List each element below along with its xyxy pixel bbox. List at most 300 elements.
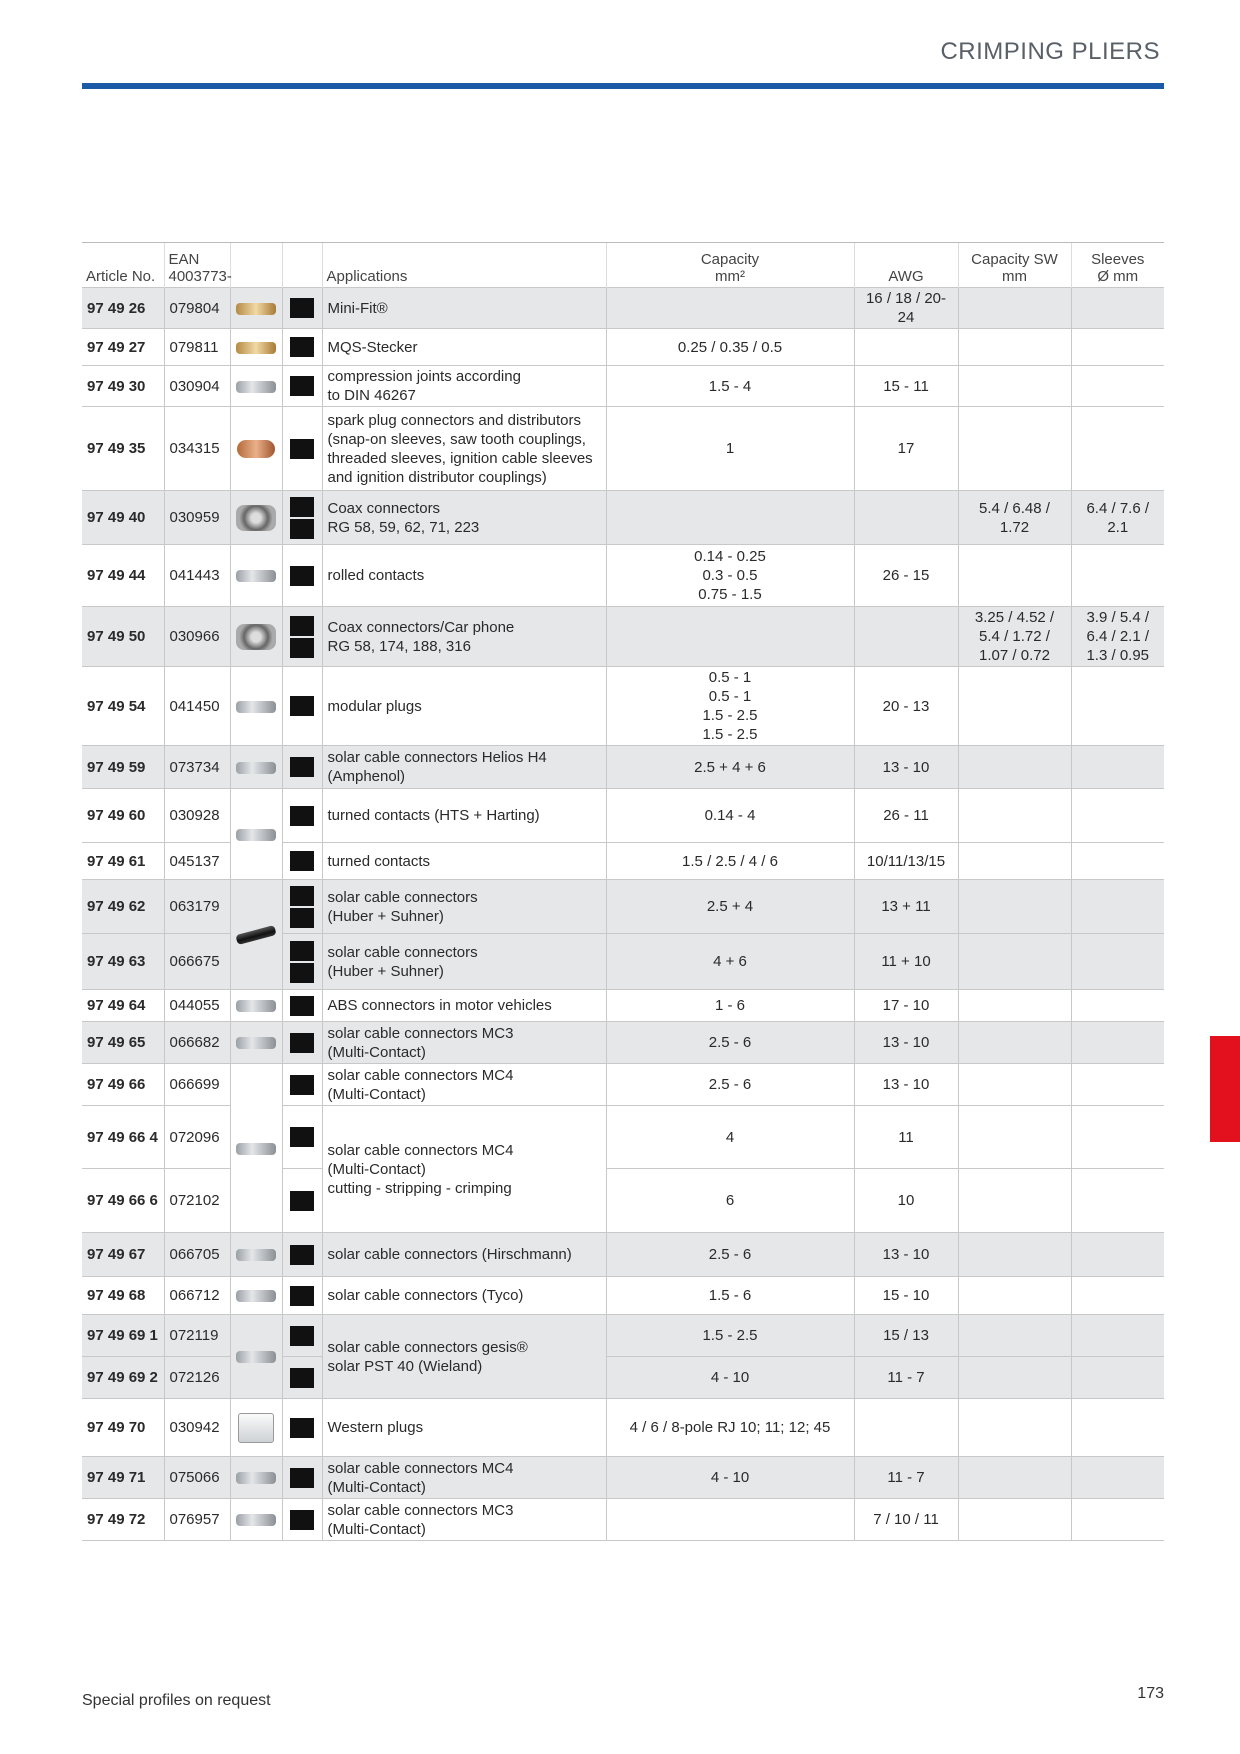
ean-code: 076957 (164, 1499, 230, 1541)
table-row (82, 288, 1164, 329)
article-no: 97 49 30 (82, 366, 164, 407)
table-row (82, 746, 1164, 789)
application-text: Coax connectors RG 58, 59, 62, 71, 223 (322, 491, 606, 545)
ean-code: 030942 (164, 1399, 230, 1457)
sleeves-diameter (1071, 329, 1164, 366)
capacity-sw (958, 1169, 1071, 1233)
crimp-profile-icon (290, 996, 314, 1016)
article-no: 97 49 61 (82, 843, 164, 880)
table-row (82, 1399, 1164, 1457)
product-image (230, 407, 282, 491)
crimp-profile-icon (290, 616, 314, 636)
sleeves-diameter (1071, 545, 1164, 607)
crimp-profile-icon (290, 1127, 314, 1147)
sleeves-diameter (1071, 1277, 1164, 1315)
page-number: 173 (1137, 1685, 1164, 1702)
capacity-mm2: 1 (606, 407, 854, 491)
crimp-profile (282, 366, 322, 407)
article-no: 97 49 44 (82, 545, 164, 607)
article-no: 97 49 60 (82, 789, 164, 843)
capacity-mm2 (606, 607, 854, 667)
crimp-profile (282, 934, 322, 990)
crimp-profile (282, 1399, 322, 1457)
application-text: solar cable connectors Helios H4 (Amphenol) (322, 746, 606, 789)
capacity-mm2: 6 (606, 1169, 854, 1233)
product-image (230, 1499, 282, 1541)
table-row (82, 1064, 1164, 1106)
col-ean: EAN 4003773- (164, 243, 230, 288)
ean-code: 072096 (164, 1106, 230, 1169)
crimp-profile (282, 880, 322, 934)
crimp-profile (282, 1499, 322, 1541)
product-image (230, 545, 282, 607)
capacity-sw (958, 1277, 1071, 1315)
ean-code: 041443 (164, 545, 230, 607)
capacity-sw (958, 1499, 1071, 1541)
product-image (230, 789, 282, 880)
awg-value: 15 - 11 (854, 366, 958, 407)
sleeves-diameter (1071, 1399, 1164, 1457)
crimp-profile-icon (290, 941, 314, 961)
table-row (82, 1457, 1164, 1499)
ean-code: 041450 (164, 667, 230, 746)
table-header (82, 243, 1164, 288)
ean-code: 030966 (164, 607, 230, 667)
crimp-profile-icon (290, 1326, 314, 1346)
crimp-profile-icon (290, 1468, 314, 1488)
crimp-profile-icon (290, 1075, 314, 1095)
application-text: rolled contacts (322, 545, 606, 607)
sleeves-diameter (1071, 1499, 1164, 1541)
crimp-profile-icon (290, 519, 314, 539)
awg-value: 17 (854, 407, 958, 491)
product-image (230, 746, 282, 789)
awg-value (854, 1399, 958, 1457)
crimp-profile-icon (290, 757, 314, 777)
header-rule (82, 83, 1164, 89)
product-image (230, 1064, 282, 1233)
product-table (82, 242, 1164, 1541)
crimp-profile-icon (290, 1245, 314, 1265)
article-no: 97 49 40 (82, 491, 164, 545)
table-row (82, 1233, 1164, 1277)
product-image (230, 1399, 282, 1457)
awg-value (854, 329, 958, 366)
article-no: 97 49 66 4 (82, 1106, 164, 1169)
capacity-sw (958, 407, 1071, 491)
application-text: solar cable connectors (Hirschmann) (322, 1233, 606, 1277)
footer-note: Special profiles on request (82, 1692, 271, 1709)
capacity-mm2: 4 - 10 (606, 1357, 854, 1399)
capacity-mm2: 2.5 - 6 (606, 1022, 854, 1064)
capacity-mm2: 1.5 - 4 (606, 366, 854, 407)
awg-value: 11 + 10 (854, 934, 958, 990)
article-no: 97 49 26 (82, 288, 164, 329)
col-article: Article No. (82, 243, 164, 288)
article-no: 97 49 27 (82, 329, 164, 366)
crimp-profile (282, 288, 322, 329)
application-text: MQS-Stecker (322, 329, 606, 366)
connector-picture (236, 303, 276, 315)
crimp-profile-icon (290, 696, 314, 716)
capacity-mm2 (606, 491, 854, 545)
connector-picture (236, 1037, 276, 1049)
crimp-profile (282, 1169, 322, 1233)
article-no: 97 49 65 (82, 1022, 164, 1064)
product-image (230, 491, 282, 545)
article-no: 97 49 63 (82, 934, 164, 990)
capacity-mm2: 2.5 + 4 + 6 (606, 746, 854, 789)
crimp-profile-icon (290, 376, 314, 396)
awg-value: 26 - 11 (854, 789, 958, 843)
application-text: solar cable connectors gesis® solar PST 40 (Wieland) (322, 1315, 606, 1399)
capacity-sw (958, 789, 1071, 843)
capacity-mm2: 2.5 + 4 (606, 880, 854, 934)
table-row (82, 1277, 1164, 1315)
product-image (230, 1457, 282, 1499)
article-no: 97 49 62 (82, 880, 164, 934)
crimp-profile (282, 1106, 322, 1169)
application-text: ABS connectors in motor vehicles (322, 990, 606, 1022)
ean-code: 072126 (164, 1357, 230, 1399)
crimp-profile-icon (290, 1191, 314, 1211)
product-image (230, 1022, 282, 1064)
capacity-sw (958, 843, 1071, 880)
awg-value: 13 - 10 (854, 1233, 958, 1277)
article-no: 97 49 69 1 (82, 1315, 164, 1357)
ean-code: 066699 (164, 1064, 230, 1106)
table-row (82, 329, 1164, 366)
sleeves-diameter: 6.4 / 7.6 / 2.1 (1071, 491, 1164, 545)
connector-picture (236, 1000, 276, 1012)
col-awg: AWG (854, 243, 958, 288)
ean-code: 030904 (164, 366, 230, 407)
article-no: 97 49 66 6 (82, 1169, 164, 1233)
table-row (82, 789, 1164, 843)
application-text: turned contacts (HTS + Harting) (322, 789, 606, 843)
capacity-sw (958, 1399, 1071, 1457)
capacity-sw: 3.25 / 4.52 / 5.4 / 1.72 / 1.07 / 0.72 (958, 607, 1071, 667)
col-capacity: Capacity mm² (606, 243, 854, 288)
capacity-sw (958, 545, 1071, 607)
connector-picture (236, 1249, 276, 1261)
connector-picture (238, 1413, 274, 1443)
ean-code: 072119 (164, 1315, 230, 1357)
crimp-profile-icon (290, 1418, 314, 1438)
awg-value: 16 / 18 / 20-24 (854, 288, 958, 329)
product-image (230, 1277, 282, 1315)
capacity-sw (958, 934, 1071, 990)
section-tab (1210, 1036, 1240, 1142)
table-row (82, 990, 1164, 1022)
capacity-mm2: 1.5 - 6 (606, 1277, 854, 1315)
sleeves-diameter (1071, 1169, 1164, 1233)
sleeves-diameter (1071, 1315, 1164, 1357)
capacity-sw (958, 1233, 1071, 1277)
article-no: 97 49 67 (82, 1233, 164, 1277)
sleeves-diameter (1071, 1357, 1164, 1399)
crimp-profile (282, 667, 322, 746)
capacity-mm2: 4 - 10 (606, 1457, 854, 1499)
product-image (230, 667, 282, 746)
ean-code: 066675 (164, 934, 230, 990)
article-no: 97 49 59 (82, 746, 164, 789)
sleeves-diameter (1071, 1233, 1164, 1277)
table-row (82, 545, 1164, 607)
sleeves-diameter (1071, 407, 1164, 491)
table-row (82, 1315, 1164, 1357)
crimp-profile (282, 491, 322, 545)
col-applications: Applications (322, 243, 606, 288)
crimp-profile (282, 1315, 322, 1357)
table-row (82, 607, 1164, 667)
crimp-profile (282, 1022, 322, 1064)
col-sleeves: Sleeves Ø mm (1071, 243, 1164, 288)
article-no: 97 49 70 (82, 1399, 164, 1457)
capacity-mm2: 4 / 6 / 8-pole RJ 10; 11; 12; 45 (606, 1399, 854, 1457)
ean-code: 030928 (164, 789, 230, 843)
capacity-mm2: 4 + 6 (606, 934, 854, 990)
application-text: modular plugs (322, 667, 606, 746)
sleeves-diameter (1071, 880, 1164, 934)
capacity-sw (958, 288, 1071, 329)
crimp-profile-icon (290, 439, 314, 459)
crimp-profile (282, 789, 322, 843)
product-image (230, 880, 282, 990)
application-text: solar cable connectors MC3 (Multi-Contact) (322, 1022, 606, 1064)
awg-value: 10/11/13/15 (854, 843, 958, 880)
article-no: 97 49 66 (82, 1064, 164, 1106)
article-no: 97 49 68 (82, 1277, 164, 1315)
capacity-mm2: 0.14 - 0.25 0.3 - 0.5 0.75 - 1.5 (606, 545, 854, 607)
crimp-profile-icon (290, 1286, 314, 1306)
product-image (230, 366, 282, 407)
sleeves-diameter (1071, 667, 1164, 746)
crimp-profile (282, 990, 322, 1022)
ean-code: 079811 (164, 329, 230, 366)
connector-picture (236, 1143, 276, 1155)
connector-picture (236, 1472, 276, 1484)
awg-value: 15 - 10 (854, 1277, 958, 1315)
awg-value: 15 / 13 (854, 1315, 958, 1357)
capacity-sw (958, 329, 1071, 366)
awg-value: 17 - 10 (854, 990, 958, 1022)
application-text: solar cable connectors MC4 (Multi-Contact) cutting - stripping - crimping (322, 1106, 606, 1233)
crimp-profile-icon (290, 497, 314, 517)
sleeves-diameter (1071, 1106, 1164, 1169)
crimp-profile-icon (290, 566, 314, 586)
ean-code: 072102 (164, 1169, 230, 1233)
product-image (230, 607, 282, 667)
awg-value: 13 - 10 (854, 1022, 958, 1064)
table-row (82, 366, 1164, 407)
application-text: Mini-Fit® (322, 288, 606, 329)
crimp-profile (282, 746, 322, 789)
crimp-profile-icon (290, 1033, 314, 1053)
capacity-mm2: 1.5 / 2.5 / 4 / 6 (606, 843, 854, 880)
article-no: 97 49 54 (82, 667, 164, 746)
crimp-profile-icon (290, 1368, 314, 1388)
application-text: compression joints according to DIN 46267 (322, 366, 606, 407)
article-no: 97 49 35 (82, 407, 164, 491)
table-row (82, 407, 1164, 491)
connector-picture (236, 1290, 276, 1302)
awg-value: 13 + 11 (854, 880, 958, 934)
connector-picture (236, 701, 276, 713)
capacity-sw (958, 1022, 1071, 1064)
capacity-sw (958, 1357, 1071, 1399)
ean-code: 066682 (164, 1022, 230, 1064)
ean-code: 075066 (164, 1457, 230, 1499)
ean-code: 066712 (164, 1277, 230, 1315)
crimp-profile (282, 1457, 322, 1499)
crimp-profile-icon (290, 806, 314, 826)
capacity-sw (958, 1457, 1071, 1499)
crimp-profile-icon (290, 963, 314, 983)
sleeves-diameter (1071, 789, 1164, 843)
crimp-profile (282, 545, 322, 607)
crimp-profile (282, 843, 322, 880)
application-text: Coax connectors/Car phone RG 58, 174, 188, 316 (322, 607, 606, 667)
crimp-profile (282, 1277, 322, 1315)
awg-value: 20 - 13 (854, 667, 958, 746)
crimp-profile (282, 1064, 322, 1106)
table-row (82, 1499, 1164, 1541)
application-text: solar cable connectors MC3 (Multi-Contact) (322, 1499, 606, 1541)
ean-code: 044055 (164, 990, 230, 1022)
article-no: 97 49 72 (82, 1499, 164, 1541)
capacity-sw (958, 1064, 1071, 1106)
capacity-mm2: 0.25 / 0.35 / 0.5 (606, 329, 854, 366)
connector-picture (235, 925, 276, 945)
product-image (230, 990, 282, 1022)
table-row (82, 491, 1164, 545)
col-image (230, 243, 282, 288)
application-text: solar cable connectors (Huber + Suhner) (322, 934, 606, 990)
sleeves-diameter (1071, 288, 1164, 329)
capacity-mm2: 1.5 - 2.5 (606, 1315, 854, 1357)
capacity-sw (958, 990, 1071, 1022)
product-image (230, 1233, 282, 1277)
connector-picture (236, 342, 276, 354)
col-capacity-sw: Capacity SW mm (958, 243, 1071, 288)
awg-value: 13 - 10 (854, 746, 958, 789)
connector-picture (236, 570, 276, 582)
capacity-sw: 5.4 / 6.48 / 1.72 (958, 491, 1071, 545)
crimp-profile (282, 329, 322, 366)
capacity-sw (958, 667, 1071, 746)
capacity-sw (958, 1315, 1071, 1357)
crimp-profile-icon (290, 886, 314, 906)
article-no: 97 49 50 (82, 607, 164, 667)
application-text: solar cable connectors MC4 (Multi-Contact) (322, 1064, 606, 1106)
crimp-profile (282, 407, 322, 491)
awg-value: 11 (854, 1106, 958, 1169)
capacity-mm2: 2.5 - 6 (606, 1233, 854, 1277)
awg-value: 11 - 7 (854, 1357, 958, 1399)
crimp-profile-icon (290, 1510, 314, 1530)
col-profile (282, 243, 322, 288)
sleeves-diameter (1071, 1064, 1164, 1106)
crimp-profile-icon (290, 851, 314, 871)
ean-code: 045137 (164, 843, 230, 880)
connector-picture (236, 381, 276, 393)
capacity-sw (958, 366, 1071, 407)
product-image (230, 1315, 282, 1399)
sleeves-diameter (1071, 366, 1164, 407)
capacity-mm2: 0.14 - 4 (606, 789, 854, 843)
capacity-mm2: 0.5 - 1 0.5 - 1 1.5 - 2.5 1.5 - 2.5 (606, 667, 854, 746)
connector-picture (237, 440, 275, 458)
product-image (230, 329, 282, 366)
ean-code: 030959 (164, 491, 230, 545)
connector-picture (236, 505, 276, 531)
sleeves-diameter: 3.9 / 5.4 / 6.4 / 2.1 / 1.3 / 0.95 (1071, 607, 1164, 667)
capacity-sw (958, 746, 1071, 789)
awg-value: 13 - 10 (854, 1064, 958, 1106)
ean-code: 079804 (164, 288, 230, 329)
application-text: solar cable connectors (Tyco) (322, 1277, 606, 1315)
crimp-profile (282, 1357, 322, 1399)
sleeves-diameter (1071, 934, 1164, 990)
awg-value: 7 / 10 / 11 (854, 1499, 958, 1541)
connector-picture (236, 624, 276, 650)
crimp-profile-icon (290, 337, 314, 357)
application-text: spark plug connectors and distributors (snap-on sleeves, saw tooth couplings, threaded sleeves, ignition cable sleeves and ignition distributor couplings) (322, 407, 606, 491)
capacity-mm2 (606, 288, 854, 329)
connector-picture (236, 762, 276, 774)
application-text: solar cable connectors (Huber + Suhner) (322, 880, 606, 934)
application-text: solar cable connectors MC4 (Multi-Contact) (322, 1457, 606, 1499)
ean-code: 034315 (164, 407, 230, 491)
sleeves-diameter (1071, 843, 1164, 880)
application-text: Western plugs (322, 1399, 606, 1457)
table-row (82, 1022, 1164, 1064)
capacity-sw (958, 1106, 1071, 1169)
capacity-mm2: 4 (606, 1106, 854, 1169)
crimp-profile-icon (290, 298, 314, 318)
product-image (230, 288, 282, 329)
awg-value: 11 - 7 (854, 1457, 958, 1499)
table-row (82, 667, 1164, 746)
ean-code: 073734 (164, 746, 230, 789)
connector-picture (236, 829, 276, 841)
sleeves-diameter (1071, 1022, 1164, 1064)
crimp-profile-icon (290, 908, 314, 928)
connector-picture (236, 1514, 276, 1526)
article-no: 97 49 64 (82, 990, 164, 1022)
capacity-mm2: 1 - 6 (606, 990, 854, 1022)
article-no: 97 49 71 (82, 1457, 164, 1499)
connector-picture (236, 1351, 276, 1363)
awg-value (854, 491, 958, 545)
awg-value: 26 - 15 (854, 545, 958, 607)
crimp-profile (282, 1233, 322, 1277)
ean-code: 063179 (164, 880, 230, 934)
crimp-profile (282, 607, 322, 667)
capacity-mm2: 2.5 - 6 (606, 1064, 854, 1106)
capacity-sw (958, 880, 1071, 934)
awg-value: 10 (854, 1169, 958, 1233)
table-row (82, 880, 1164, 934)
sleeves-diameter (1071, 1457, 1164, 1499)
crimp-profile-icon (290, 638, 314, 658)
application-text: turned contacts (322, 843, 606, 880)
ean-code: 066705 (164, 1233, 230, 1277)
awg-value (854, 607, 958, 667)
article-no: 97 49 69 2 (82, 1357, 164, 1399)
capacity-mm2 (606, 1499, 854, 1541)
